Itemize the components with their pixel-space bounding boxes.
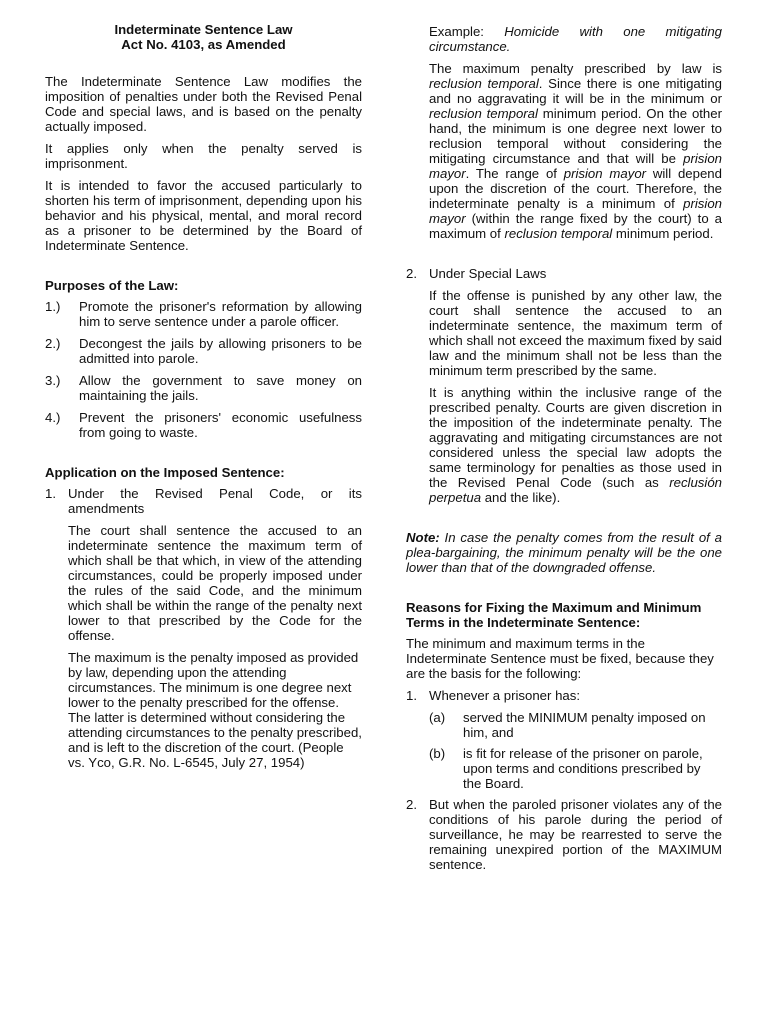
reason-item-2	[406, 797, 722, 872]
application-2-paragraph-1: If the offense is punished by any other law, the court shall sentence the accused to an indeterminate sentence, the maximum term of which shall not exceed the maximum fixed by said law and the minimum shall not be less than the minimum term prescribed by the same.	[429, 288, 722, 378]
purpose-text: Decongest the jails by allowing prisoners to be admitted into parole.	[79, 336, 362, 366]
doc-title: Indeterminate Sentence Law	[114, 22, 293, 37]
reasons-heading: Reasons for Fixing the Maximum and Minimum Terms in the Indeterminate Sentence:	[406, 600, 702, 630]
purpose-text: Allow the government to save money on maintaining the jails.	[79, 373, 362, 403]
text-run: (within the range fixed by the court) to a maximum of	[429, 211, 722, 241]
intro-paragraph-1: The Indeterminate Sentence Law modifies the imposition of penalties under both the Revised Penal Code and special laws, and is based on the penalty actually imposed.	[45, 74, 362, 134]
text-run: It is anything within the inclusive range of the prescribed penalty. Courts are given discretion in the imposition of the indeterminate penalty. The aggravating and mitigating circumstances are not considered unless the special law adopts the same terminology for penalties as those used in the Revised Penal Code (such as	[429, 385, 722, 490]
intro-paragraph-2: It applies only when the penalty served is imprisonment.	[45, 141, 362, 171]
application-number: 1.	[45, 486, 56, 501]
italic-term: prision mayor	[563, 166, 647, 181]
application-2-paragraph-2	[429, 385, 722, 505]
text-run: will depend upon the discretion of the court. Therefore, the indeterminate penalty is a minimum of	[429, 166, 722, 211]
reasons-intro: The minimum and maximum terms in the Indeterminate Sentence must be fixed, because they are the basis for the following:	[406, 636, 714, 681]
example-label: Example:	[429, 24, 505, 39]
purpose-number: 3.)	[45, 373, 61, 388]
note-text: In case the penalty comes from the result of a plea-bargaining, the minimum penalty will be the one lower than that of the downgraded offense.	[406, 530, 722, 575]
text-run: minimum period.	[612, 226, 714, 241]
reason-text: Whenever a prisoner has:	[429, 688, 580, 703]
reason-sub-item	[429, 710, 722, 740]
application-number: 2.	[406, 266, 417, 281]
purposes-heading: Purposes of the Law:	[45, 278, 179, 293]
purpose-item	[45, 373, 362, 403]
purpose-number: 1.)	[45, 299, 61, 314]
application-item-1	[45, 486, 362, 516]
right-column	[406, 24, 722, 879]
note-paragraph	[406, 530, 722, 575]
example-italic: Homicide with one mitigating circumstance.	[429, 24, 722, 54]
sub-item-label: (a)	[429, 710, 446, 725]
intro-paragraph-3: It is intended to favor the accused particularly to shorten his term of imprisonment, depending upon his behavior and his physical, mental, and moral record as a prisoner to be determined by the Board of Indeterminate Sentence.	[45, 178, 362, 253]
application-label: Under Special Laws	[429, 266, 547, 281]
purpose-text: Promote the prisoner's reformation by allowing him to serve sentence under a parole officer.	[79, 299, 362, 329]
application-item-2	[406, 266, 722, 281]
sub-item-label: (b)	[429, 746, 446, 761]
purpose-number: 4.)	[45, 410, 61, 425]
italic-term: reclusion temporal	[504, 226, 613, 241]
reason-number: 1.	[406, 688, 417, 703]
sub-item-text: is fit for release of the prisoner on parole, upon terms and conditions prescribed by the Board.	[463, 746, 703, 791]
application-label: Under the Revised Penal Code, or its amendments	[68, 486, 362, 516]
italic-term: prision mayor	[429, 151, 722, 181]
reason-sub-item	[429, 746, 722, 791]
reason-item-1	[406, 688, 722, 703]
application-1-paragraph-2: The maximum is the penalty imposed as provided by law, depending upon the attending circumstances. The minimum is one degree next lower to the penalty prescribed for the offense. The latter is determined without considering the attending circumstances to the penalty prescribed, and is left to the discretion of the court. (People vs. Yco, G.R. No. L-6545, July 27, 1954)	[68, 650, 362, 770]
italic-term: prision mayor	[429, 196, 722, 226]
text-run: . The range of	[465, 166, 564, 181]
text-run: . Since there is one mitigating and no aggravating it will be in the minimum or	[429, 76, 723, 106]
purpose-item	[45, 336, 362, 366]
example-line	[406, 24, 722, 54]
note-label: Note:	[406, 530, 440, 545]
left-column	[45, 22, 362, 777]
application-heading: Application on the Imposed Sentence:	[45, 465, 285, 480]
text-run: The maximum penalty prescribed by law is	[429, 61, 722, 76]
purpose-item	[45, 299, 362, 329]
doc-subtitle: Act No. 4103, as Amended	[121, 37, 286, 52]
text-run: minimum period. On the other hand, the minimum is one degree next lower to reclusion temporal without considering the mitigating circumstance and that will be	[429, 106, 722, 166]
italic-term: reclusion temporal	[429, 76, 539, 91]
purpose-text: Prevent the prisoners' economic usefulness from going to waste.	[79, 410, 362, 440]
example-paragraph	[406, 61, 722, 241]
application-1-paragraph-1: The court shall sentence the accused to an indeterminate sentence the maximum term of which shall be that which, in view of the attending circumstances, could be properly imposed under the rules of the said Code, and the minimum which shall be within the range of the penalty next lower to that prescribed by the Code for the offense.	[68, 523, 362, 643]
reason-text: But when the paroled prisoner violates any of the conditions of his parole during the period of surveillance, he may be rearrested to serve the remaining unexpired portion of the MAXIMUM sentence.	[429, 797, 722, 872]
italic-term: reclusion temporal	[429, 106, 538, 121]
text-run: and the like).	[481, 490, 561, 505]
reason-number: 2.	[406, 797, 417, 812]
purpose-item	[45, 410, 362, 440]
purpose-number: 2.)	[45, 336, 61, 351]
italic-term: reclusión perpetua	[429, 475, 722, 505]
sub-item-text: served the MINIMUM penalty imposed on him, and	[463, 710, 706, 740]
